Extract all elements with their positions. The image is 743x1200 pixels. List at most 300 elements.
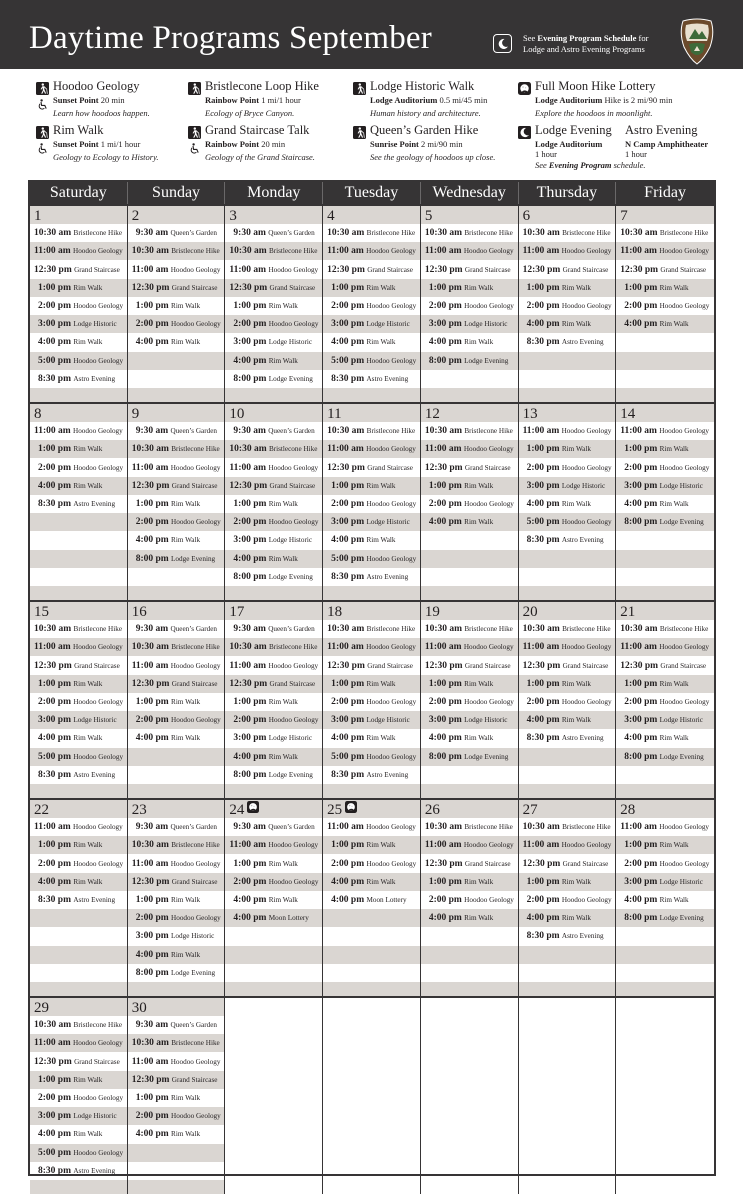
program-entry [616, 729, 714, 747]
program-entry [616, 711, 714, 729]
program-time: 3:00 pm [331, 517, 365, 528]
row-stripe [128, 404, 225, 422]
program-time: 12:30 pm [620, 264, 659, 275]
program-name: Bristlecone Hike [171, 841, 220, 850]
row-stripe [30, 586, 127, 600]
program-entry [30, 1034, 127, 1052]
program-name: Grand Staircase [171, 679, 218, 688]
program-name: Astro Evening [561, 734, 604, 743]
program-time: 11:00 am [131, 660, 169, 671]
program-entry [323, 531, 420, 549]
program-entry [30, 333, 127, 351]
program-time: 2:00 pm [526, 462, 560, 473]
program-name: Hoodoo Geology [659, 302, 710, 310]
row-stripe [323, 909, 420, 927]
row-stripe [225, 946, 322, 964]
program-entry [616, 477, 714, 495]
row-stripe [519, 748, 616, 766]
program-time: 11:00 am [34, 426, 71, 437]
program-name: Queen’s Garden [268, 625, 315, 634]
program-time: 1:00 pm [526, 678, 560, 689]
program-name: Astro Evening [73, 500, 116, 508]
program-time: 11:00 am [131, 1056, 169, 1067]
program-name: Grand Staircase [464, 859, 511, 868]
program-name: Lodge Evening [268, 572, 313, 581]
program-name: Queen’s Garden [170, 427, 217, 436]
program-time: 2:00 pm [135, 1111, 169, 1122]
program-name: Rim Walk [561, 445, 591, 454]
program-name: Lodge Evening [659, 914, 704, 923]
program-time: 4:00 pm [233, 553, 267, 564]
day-cell-17 [225, 602, 323, 798]
program-time: 1:00 pm [428, 480, 462, 491]
program-time: 1:00 pm [526, 282, 560, 293]
program-time: 1:00 pm [135, 1093, 169, 1103]
program-entry [128, 513, 225, 531]
program-time: 10:30 am [229, 444, 267, 455]
program-time: 11:00 am [131, 264, 169, 275]
program-time: 11:00 am [229, 660, 267, 671]
row-stripe [30, 909, 127, 927]
program-name: Rim Walk [171, 896, 201, 904]
program-entry [421, 440, 518, 458]
program-name: Bristlecone Hike [366, 229, 416, 238]
program-time: 10:30 am [131, 444, 169, 455]
row-stripe [519, 352, 616, 370]
program-time: 3:00 pm [331, 715, 365, 726]
program-name: Grand Staircase [464, 265, 511, 274]
program-name: Rim Walk [171, 302, 201, 310]
program-entry [421, 477, 518, 495]
row-stripe [519, 982, 616, 996]
program-time: 3:00 pm [135, 931, 169, 942]
row-stripe [519, 784, 616, 798]
program-entry [323, 297, 420, 315]
day-cell-27 [519, 800, 617, 996]
program-name: Rim Walk [464, 877, 494, 886]
program-entry [30, 766, 127, 784]
program-entry [30, 1125, 127, 1143]
empty-day-cell [616, 998, 714, 1194]
program-entry [30, 1107, 127, 1125]
program-entry [225, 531, 322, 549]
day-cell-23 [128, 800, 226, 996]
program-name: Grand Staircase [660, 661, 707, 670]
program-time: 8:30 pm [38, 373, 71, 384]
program-entry [519, 836, 616, 854]
program-time: 1:00 pm [233, 499, 267, 509]
program-name: Rim Walk [171, 338, 201, 347]
legend-title: Hoodoo Geology [53, 79, 140, 93]
program-entry [616, 242, 714, 260]
row-stripe [128, 1144, 225, 1162]
program-name: Grand Staircase [269, 283, 316, 292]
program-entry [519, 891, 616, 909]
row-stripe [30, 1180, 127, 1194]
program-entry [519, 638, 616, 656]
program-name: Lodge Evening [171, 968, 216, 977]
program-entry [30, 711, 127, 729]
full-moon-icon [247, 800, 259, 818]
program-name: Hoodoo Geology [463, 247, 514, 256]
program-time: 12:30 pm [522, 858, 561, 869]
day-cell-18 [323, 602, 421, 798]
program-time: 1:00 pm [38, 840, 71, 851]
program-time: 4:00 pm [331, 876, 365, 887]
program-name: Hoodoo Geology [73, 1039, 123, 1048]
program-time: 2:00 pm [233, 319, 267, 330]
program-entry [519, 422, 616, 440]
program-entry [128, 675, 225, 693]
program-time: 9:30 am [135, 822, 169, 833]
program-name: Rim Walk [73, 679, 103, 688]
program-entry [421, 638, 518, 656]
legend-title: Grand Staircase Talk [205, 123, 310, 137]
program-entry [421, 513, 518, 531]
legend-location: Lodge Auditorium 1 hour [535, 139, 603, 159]
day-number: 24 [229, 801, 259, 819]
row-stripe [128, 1180, 225, 1194]
program-name: Hoodoo Geology [268, 877, 319, 886]
program-entry [30, 836, 127, 854]
program-entry [128, 836, 225, 854]
program-time: 1:00 pm [624, 840, 658, 851]
program-name: Astro Evening [73, 896, 116, 904]
program-entry [30, 1053, 127, 1071]
program-name: Rim Walk [366, 536, 396, 545]
program-time: 3:00 pm [624, 876, 658, 887]
program-time: 4:00 pm [135, 733, 169, 744]
program-name: Astro Evening [366, 770, 409, 779]
program-name: Hoodoo Geology [170, 463, 221, 472]
program-time: 4:00 pm [331, 895, 365, 905]
program-entry [128, 279, 225, 297]
program-time: 8:00 pm [233, 373, 267, 384]
program-time: 3:00 pm [233, 535, 267, 546]
program-name: Bristlecone Hike [73, 229, 123, 238]
program-name: Rim Walk [659, 320, 689, 329]
program-entry [421, 818, 518, 836]
program-entry [128, 964, 225, 982]
program-entry [616, 513, 714, 531]
program-time: 11:00 am [34, 246, 71, 257]
program-entry [323, 242, 420, 260]
program-entry [616, 315, 714, 333]
row-stripe [616, 784, 714, 798]
program-time: 12:30 pm [522, 264, 561, 275]
program-name: Hoodoo Geology [73, 859, 124, 868]
program-entry [128, 261, 225, 279]
program-name: Grand Staircase [269, 679, 316, 688]
program-name: Grand Staircase [171, 877, 218, 886]
program-entry [128, 638, 225, 656]
weekday-friday: Friday [644, 184, 686, 201]
day-cell-13 [519, 404, 617, 600]
program-name: Rim Walk [268, 356, 298, 365]
program-time: 4:00 pm [135, 337, 169, 348]
row-stripe [30, 550, 127, 568]
program-entry [30, 638, 127, 656]
program-entry [30, 477, 127, 495]
program-entry [225, 495, 322, 513]
calendar-week [30, 798, 714, 996]
program-entry [323, 315, 420, 333]
day-number: 26 [424, 802, 440, 818]
day-number: 25 [327, 801, 357, 819]
program-time: 11:00 am [424, 246, 462, 257]
program-time: 5:00 pm [38, 751, 71, 762]
program-name: Hoodoo Geology [464, 698, 514, 706]
program-name: Lodge Historic [659, 716, 703, 725]
program-entry [323, 422, 420, 440]
day-cell-30 [128, 998, 226, 1194]
program-name: Rim Walk [561, 679, 591, 688]
program-name: Bristlecone Hike [268, 247, 318, 256]
program-entry [519, 729, 616, 747]
program-entry [323, 568, 420, 586]
program-name: Hoodoo Geology [366, 698, 417, 706]
program-entry [30, 297, 127, 315]
program-name: Rim Walk [366, 877, 396, 886]
program-name: Hoodoo Geology [366, 823, 416, 832]
program-time: 2:00 pm [624, 462, 658, 473]
program-name: Moon Lottery [268, 914, 309, 923]
program-entry [421, 836, 518, 854]
program-time: 1:00 pm [331, 840, 365, 851]
program-name: Queen’s Garden [170, 625, 217, 634]
program-entry [323, 638, 420, 656]
program-entry [519, 242, 616, 260]
program-name: Hoodoo Geology [366, 445, 416, 454]
program-entry [323, 766, 420, 784]
program-time: 3:00 pm [526, 480, 560, 491]
program-time: 4:00 pm [526, 319, 560, 330]
program-name: Rim Walk [366, 734, 396, 743]
program-name: Rim Walk [73, 1075, 103, 1084]
program-name: Hoodoo Geology [659, 247, 710, 256]
program-name: Grand Staircase [74, 1057, 120, 1066]
row-stripe [225, 784, 322, 798]
program-entry [616, 693, 714, 711]
day-number: 5 [424, 208, 433, 224]
program-time: 1:00 pm [428, 282, 462, 293]
program-name: Rim Walk [268, 554, 298, 563]
program-name: Rim Walk [73, 734, 103, 743]
day-number: 4 [327, 208, 335, 224]
legend-location: Rainbow Point 20 min [205, 139, 286, 149]
program-entry [421, 297, 518, 315]
program-entry [323, 224, 420, 242]
program-name: Astro Evening [73, 374, 116, 383]
day-cell-22 [30, 800, 128, 996]
day-number: 29 [34, 1000, 49, 1016]
program-time: 12:30 pm [424, 462, 463, 473]
program-name: Grand Staircase [660, 265, 707, 274]
program-time: 4:00 pm [38, 1129, 71, 1140]
program-time: 1:00 pm [38, 1074, 71, 1085]
program-name: Rim Walk [561, 914, 591, 923]
legend-title-astro: Astro Evening [625, 123, 698, 137]
program-entry [616, 422, 714, 440]
program-name: Rim Walk [268, 698, 298, 706]
evening-program-note: See Evening Program Schedule for Lodge and Astro Evening Programs [523, 33, 649, 54]
program-entry [225, 315, 322, 333]
row-stripe [616, 946, 714, 964]
row-stripe [30, 513, 127, 531]
program-time: 3:00 pm [38, 319, 71, 330]
program-time: 2:00 pm [135, 517, 169, 528]
program-time: 9:30 am [135, 624, 169, 635]
wheelchair-accessible-icon [37, 141, 48, 152]
program-name: Hoodoo Geology [171, 518, 221, 527]
program-name: Hoodoo Geology [73, 698, 124, 706]
program-name: Bristlecone Hike [464, 229, 513, 238]
program-time: 11:00 am [131, 462, 169, 473]
program-name: Rim Walk [659, 896, 689, 904]
program-time: 1:00 pm [624, 282, 658, 293]
nps-arrowhead-logo [677, 17, 717, 65]
program-entry [519, 620, 616, 638]
program-entry [519, 279, 616, 297]
legend-location: Rainbow Point 1 mi/1 hour [205, 95, 301, 105]
program-entry [616, 909, 714, 927]
program-name: Bristlecone Hike [366, 625, 416, 634]
program-entry [519, 261, 616, 279]
program-name: Hoodoo Geology [171, 320, 221, 329]
program-time: 3:00 pm [331, 319, 365, 330]
empty-day-cell [323, 998, 421, 1194]
program-name: Grand Staircase [171, 481, 218, 490]
program-entry [616, 279, 714, 297]
program-name: Rim Walk [171, 1130, 201, 1139]
program-name: Bristlecone Hike [659, 625, 709, 634]
program-entry [225, 766, 322, 784]
day-number: 16 [131, 604, 147, 620]
program-entry [616, 224, 714, 242]
program-time: 1:00 pm [135, 301, 169, 311]
program-name: Hoodoo Geology [463, 445, 514, 454]
program-entry [128, 1089, 225, 1107]
program-time: 10:30 am [131, 642, 169, 653]
program-time: 4:00 pm [331, 733, 365, 744]
program-entry [128, 531, 225, 549]
program-time: 4:00 pm [428, 337, 462, 348]
program-name: Rim Walk [268, 302, 298, 310]
row-stripe [421, 784, 518, 798]
program-time: 3:00 pm [624, 480, 658, 491]
program-name: Rim Walk [464, 283, 494, 292]
program-entry [128, 891, 225, 909]
weekday-tuesday: Tuesday [323, 182, 421, 204]
program-entry [421, 891, 518, 909]
program-time: 4:00 pm [624, 319, 658, 330]
program-name: Rim Walk [73, 283, 103, 292]
program-name: Hoodoo Geology [561, 463, 612, 472]
program-entry [128, 459, 225, 477]
program-name: Bristlecone Hike [366, 427, 416, 436]
header-bar [0, 0, 743, 69]
full-moon-icon [345, 800, 357, 818]
program-time: 10:30 am [620, 228, 658, 239]
program-entry [519, 459, 616, 477]
program-time: 8:00 pm [428, 355, 462, 366]
program-name: Hoodoo Geology [171, 1112, 221, 1121]
program-time: 3:00 pm [428, 319, 462, 330]
program-time: 4:00 pm [331, 337, 365, 348]
program-name: Lodge Evening [171, 554, 216, 563]
day-number: 2 [131, 208, 140, 224]
program-time: 2:00 pm [233, 715, 267, 726]
program-name: Astro Evening [366, 572, 409, 581]
hiker-icon [188, 126, 201, 139]
program-entry [225, 297, 322, 315]
program-time: 2:00 pm [233, 876, 267, 887]
row-stripe [616, 550, 714, 568]
program-time: 11:00 am [131, 858, 169, 869]
program-time: 1:00 pm [38, 444, 71, 455]
program-name: Astro Evening [561, 536, 604, 545]
program-entry [128, 440, 225, 458]
program-time: 10:30 am [424, 228, 463, 239]
program-entry [616, 638, 714, 656]
program-time: 1:00 pm [38, 678, 71, 689]
program-name: Hoodoo Geology [268, 320, 319, 329]
program-name: Hoodoo Geology [73, 427, 123, 436]
row-stripe [421, 388, 518, 402]
day-number: 11 [327, 406, 342, 422]
row-stripe [519, 586, 616, 600]
program-time: 2:00 pm [526, 697, 560, 707]
program-entry [128, 946, 225, 964]
program-name: Grand Staircase [171, 1075, 218, 1084]
day-number: 6 [522, 208, 531, 224]
program-time: 1:00 pm [135, 499, 169, 509]
program-name: Hoodoo Geology [366, 859, 417, 868]
program-name: Hoodoo Geology [73, 1094, 124, 1102]
program-time: 8:30 pm [526, 931, 560, 942]
program-time: 10:30 am [522, 822, 560, 833]
program-time: 8:30 pm [526, 337, 560, 348]
program-time: 11:00 am [424, 642, 462, 653]
row-stripe [421, 550, 518, 568]
program-entry [30, 422, 127, 440]
day-cell-26 [421, 800, 519, 996]
program-time: 12:30 pm [131, 678, 170, 689]
row-stripe [128, 352, 225, 370]
program-time: 11:00 am [327, 444, 364, 455]
program-name: Hoodoo Geology [73, 356, 124, 365]
program-entry [616, 836, 714, 854]
program-entry [421, 748, 518, 766]
program-time: 10:30 am [327, 624, 365, 635]
program-name: Lodge Evening [268, 374, 313, 383]
program-name: Hoodoo Geology [561, 518, 612, 527]
program-entry [128, 495, 225, 513]
program-time: 11:00 am [424, 840, 462, 851]
program-entry [30, 729, 127, 747]
program-time: 2:00 pm [428, 895, 462, 905]
program-name: Hoodoo Geology [366, 500, 417, 508]
program-name: Lodge Evening [268, 770, 313, 779]
program-time: 3:00 pm [624, 715, 658, 726]
program-entry [225, 352, 322, 370]
program-entry [128, 909, 225, 927]
program-entry [225, 440, 322, 458]
row-stripe [323, 586, 420, 600]
program-name: Rim Walk [464, 914, 494, 923]
program-time: 2:00 pm [428, 499, 462, 509]
row-stripe [30, 946, 127, 964]
